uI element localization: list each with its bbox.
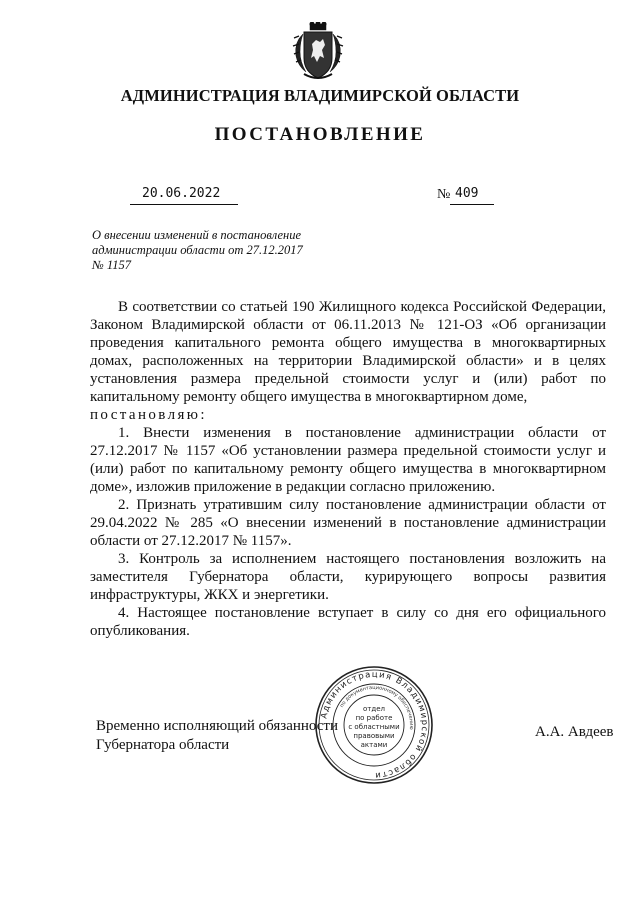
item-paragraph-3: 3. Контроль за исполнением настоящего постановления возложить на заместителя Губернатора области, курирующего вопросы развития инфраструктуры, ЖКХ и энергетики. [90,551,606,603]
document-subject [92,228,332,273]
document-type-title: ПОСТАНОВЛЕНИЕ [214,124,426,145]
subject-line: № 1157 [92,258,131,272]
stamp-center-line: правовыми [353,732,395,740]
official-stamp [313,664,435,786]
stamp-center-line: отдел [363,705,385,713]
number-underline [450,204,494,205]
item-paragraph-2: 2. Признать утратившим силу постановление администрации области от 29.04.2022 № 285 «О внесении изменений в постановление администрации области от 27.12.2017 № 1157». [90,497,606,549]
document-number: 409 [455,186,479,201]
signer-position-line: Временно исполняющий обязанности [96,718,339,734]
date-underline [130,204,238,205]
resolve-word: постановляю: [90,407,207,423]
stamp-center-line: с областными [348,723,400,731]
stamp-center-line: актами [360,741,388,749]
item-paragraph-4: 4. Настоящее постановление вступает в силу со дня его официального опубликования. [90,605,606,639]
document-date: 20.06.2022 [142,186,221,201]
signer-name: А.А. Авдеев [535,724,614,740]
stamp-outer-text: Администрация Владимирской области [319,669,430,781]
subject-line: администрации области от 27.12.2017 [92,243,303,257]
organization-title: АДМИНИСТРАЦИЯ ВЛАДИМИРСКОЙ ОБЛАСТИ [120,86,520,105]
number-sign: № [437,187,451,202]
stamp-center-line: по работе [355,714,393,722]
item-paragraph-1: 1. Внести изменения в постановление администрации области от 27.12.2017 № 1157 «Об установлении размера предельной стоимости услуг и (или) работ по капитальному ремонту общего имущества в многоквартирном доме», изложив приложение в редакции согласно приложению. [90,425,606,495]
signer-position-line: Губернатора области [96,737,230,753]
stamp-inner-text: по документационному обеспечению [339,684,415,730]
subject-line: О внесении изменений в постановление [92,228,302,242]
coat-of-arms-icon [290,22,346,80]
preamble-paragraph: В соответствии со статьей 190 Жилищного кодекса Российской Федерации, Законом Владимирской области от 06.11.2013 № 121-ОЗ «Об организации проведения капитального ремонта общего имущества в многоквартирных домах, расположенных на территории Владимирской области» и в целях установления размера предельной стоимости услуг и (или) работ по капитальному ремонту общего имущества в многоквартирном доме, [90,299,606,405]
document-body [90,298,606,640]
